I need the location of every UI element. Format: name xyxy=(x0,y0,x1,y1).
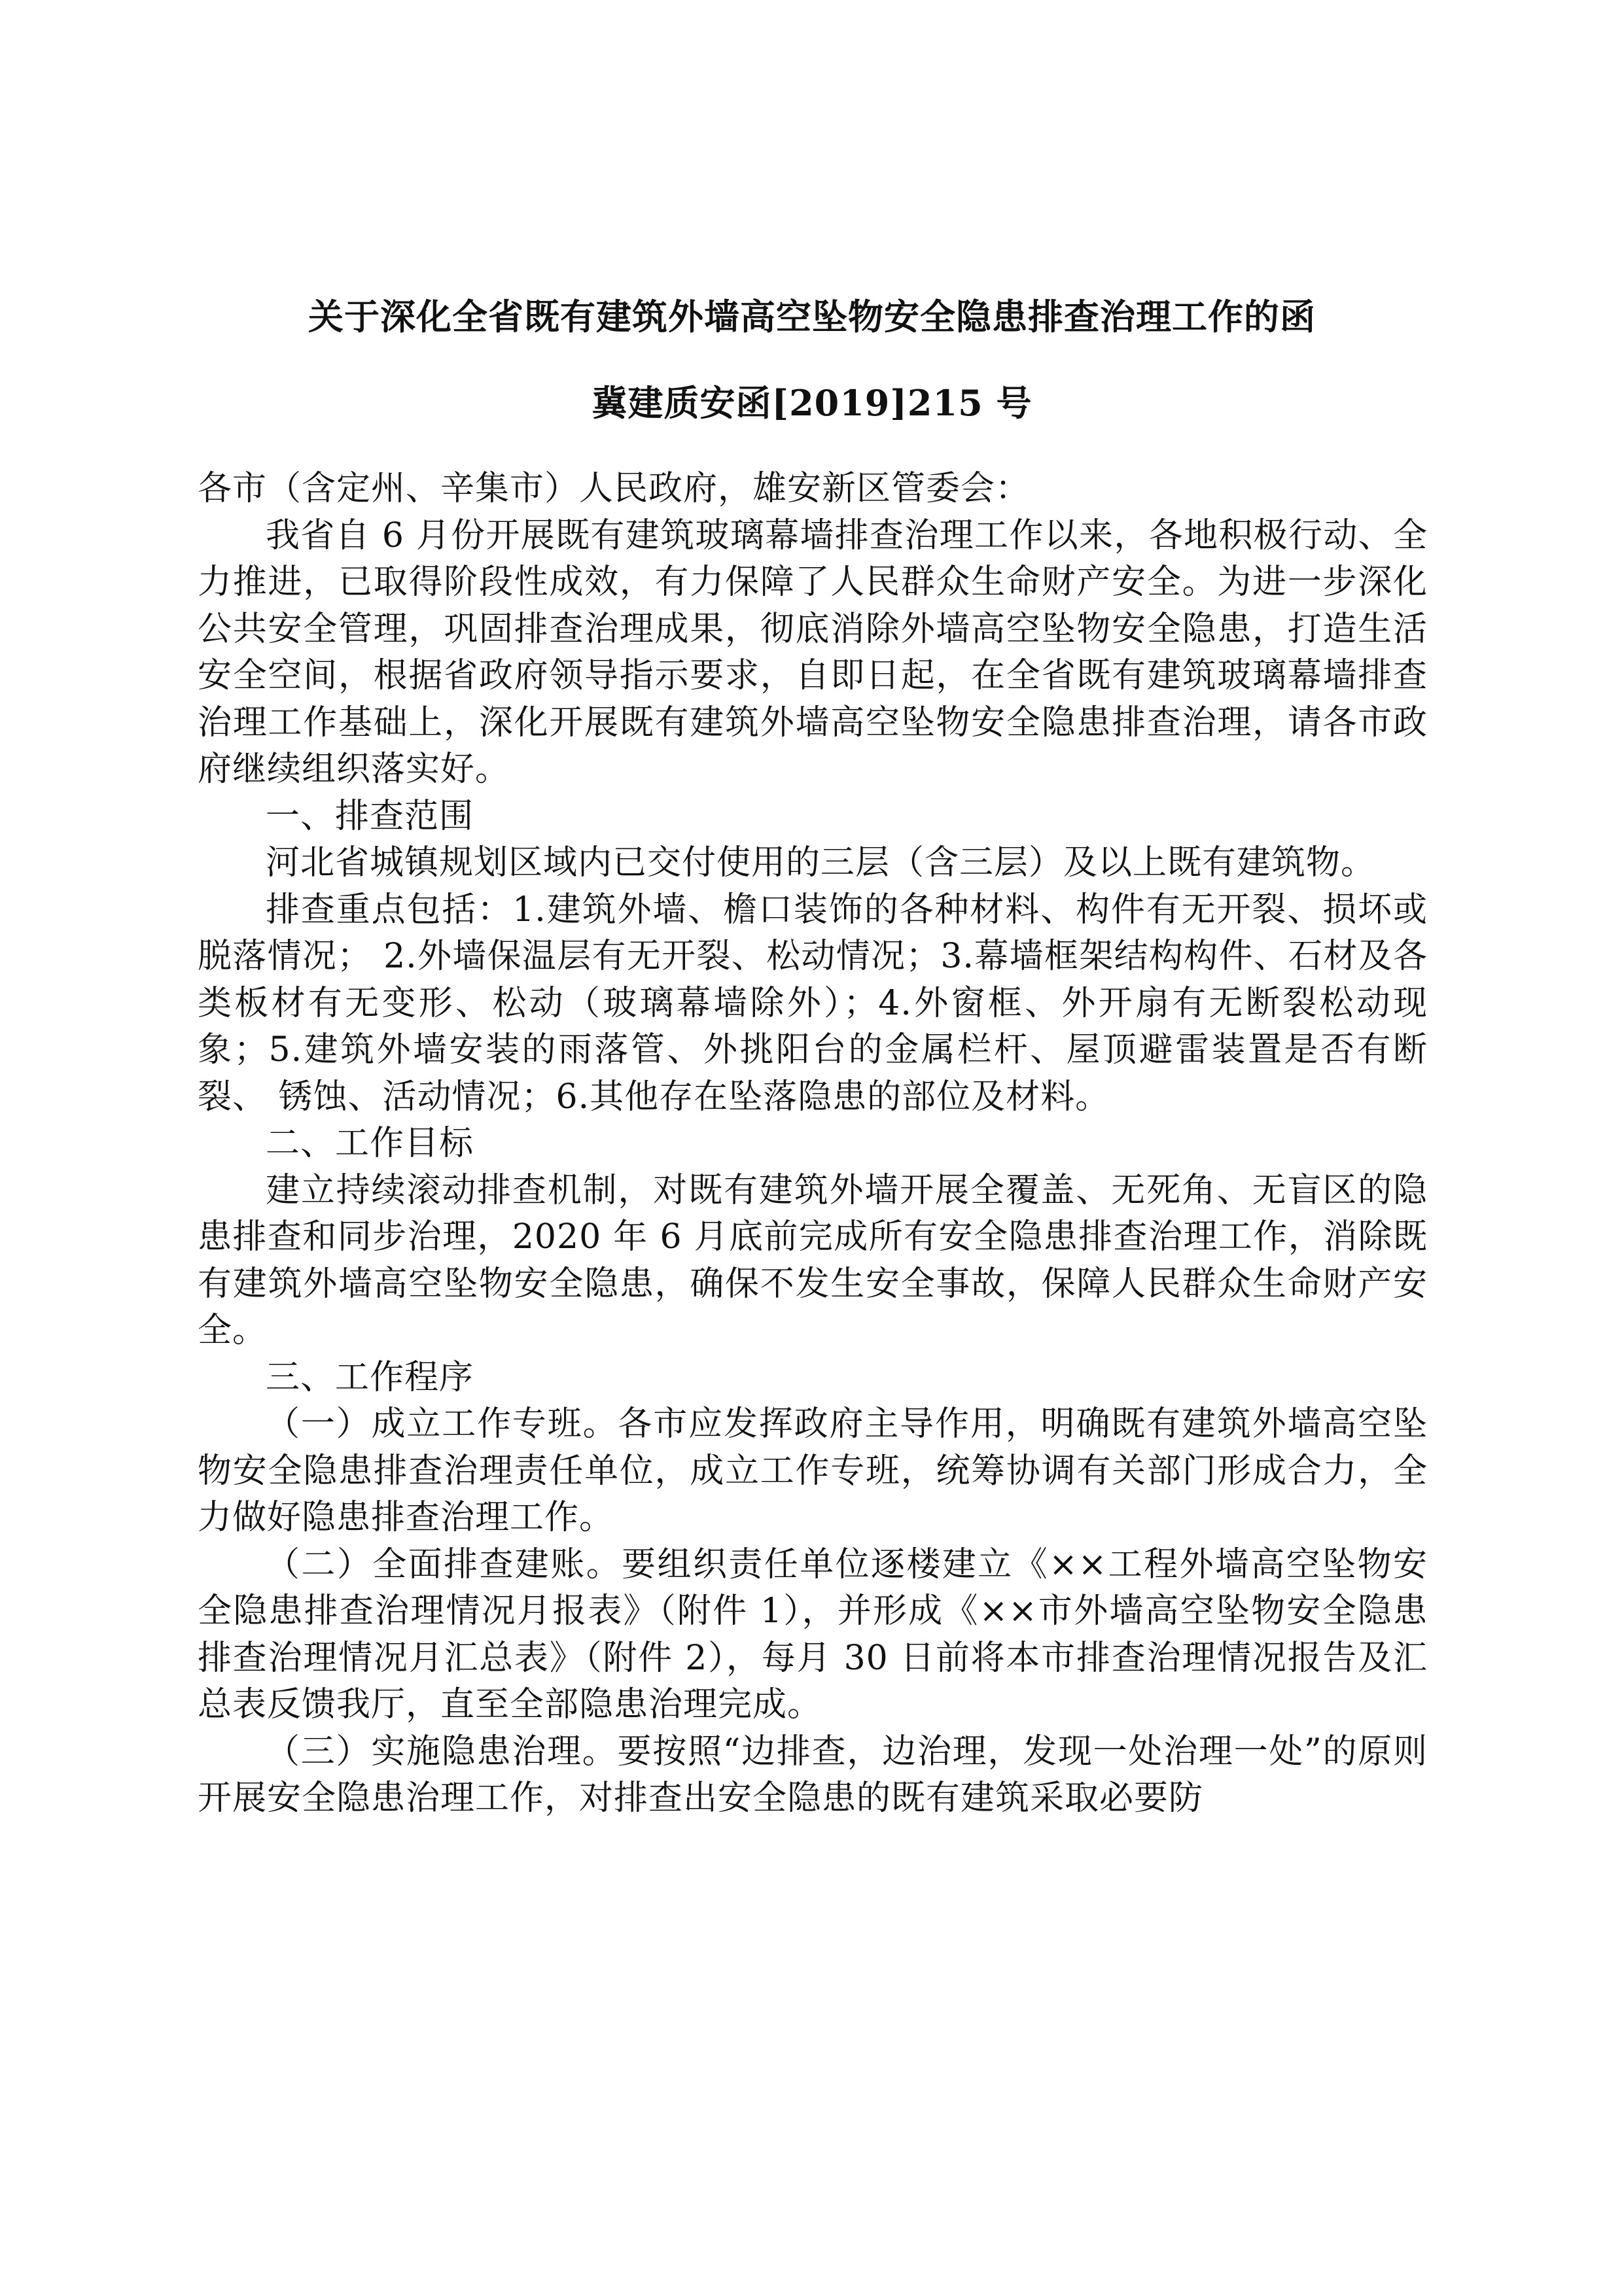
salutation: 各市（含定州、辛集市）人民政府，雄安新区管委会： xyxy=(198,469,1031,508)
document-number: 冀建质安函[2019]215 号 xyxy=(591,382,1033,424)
document-body xyxy=(198,466,1428,1822)
paragraph-procedure-2: （二）全面排查建账。要组织责任单位逐楼建立《××工程外墙高空坠物安全隐患排查治理情况月报表》（附件 1），并形成《××市外墙高空坠物安全隐患排查治理情况月汇总表》（附件 2），每月 30 日前将本市排查治理情况报告及汇总表反馈我厅，直至全部隐患治理完成。 xyxy=(198,1544,1428,1724)
paragraph-scope: 河北省城镇规划区域内已交付使用的三层（含三层）及以上既有建筑物。 xyxy=(266,843,1376,882)
paragraph-procedure-1: （一）成立工作专班。各市应发挥政府主导作用，明确既有建筑外墙高空坠物安全隐患排查治理责任单位，成立工作专班，统筹协调有关部门形成合力，全力做好隐患排查治理工作。 xyxy=(198,1404,1428,1537)
paragraph-intro: 我省自 6 月份开展既有建筑玻璃幕墙排查治理工作以来，各地积极行动、全力推进，已取得阶段性成效，有力保障了人民群众生命财产安全。为进一步深化公共安全管理，巩固排查治理成果，彻底消除外墙高空坠物安全隐患，打造生活安全空间，根据省政府领导指示要求，自即日起，在全省既有建筑玻璃幕墙排查治理工作基础上，深化开展既有建筑外墙高空坠物安全隐患排查治理，请各市政府继续组织落实好。 xyxy=(198,515,1428,789)
paragraph-procedure-3: （三）实施隐患治理。要按照“边排查，边治理，发现一处治理一处”的原则开展安全隐患治理工作，对排查出安全隐患的既有建筑采取必要防 xyxy=(198,1731,1428,1818)
section-heading-procedure: 三、工作程序 xyxy=(266,1357,474,1397)
paragraph-key-points: 排查重点包括：1.建筑外墙、檐口装饰的各种材料、构件有无开裂、损坏或脱落情况； 2.外墙保温层有无开裂、松动情况；3.幕墙框架结构构件、石材及各类板材有无变形、松动（玻璃幕墙除外）；4.外窗框、外开扇有无断裂松动现象；5.建筑外墙安装的雨落管、外挑阳台的金属栏杆、屋顶避雷装置是否有断裂、 锈蚀、活动情况；6.其他存在坠落隐患的部位及材料。 xyxy=(198,890,1428,1117)
section-heading-scope: 一、排查范围 xyxy=(266,796,474,836)
section-heading-goals: 二、工作目标 xyxy=(266,1124,474,1163)
document-title: 关于深化全省既有建筑外墙高空坠物安全隐患排查治理工作的函 xyxy=(308,296,1316,338)
paragraph-goals: 建立持续滚动排查机制，对既有建筑外墙开展全覆盖、无死角、无盲区的隐患排查和同步治理，2020 年 6 月底前完成所有安全隐患排查治理工作，消除既有建筑外墙高空坠物安全隐患，确保不发生安全事故，保障人民群众生命财产安全。 xyxy=(198,1170,1428,1350)
